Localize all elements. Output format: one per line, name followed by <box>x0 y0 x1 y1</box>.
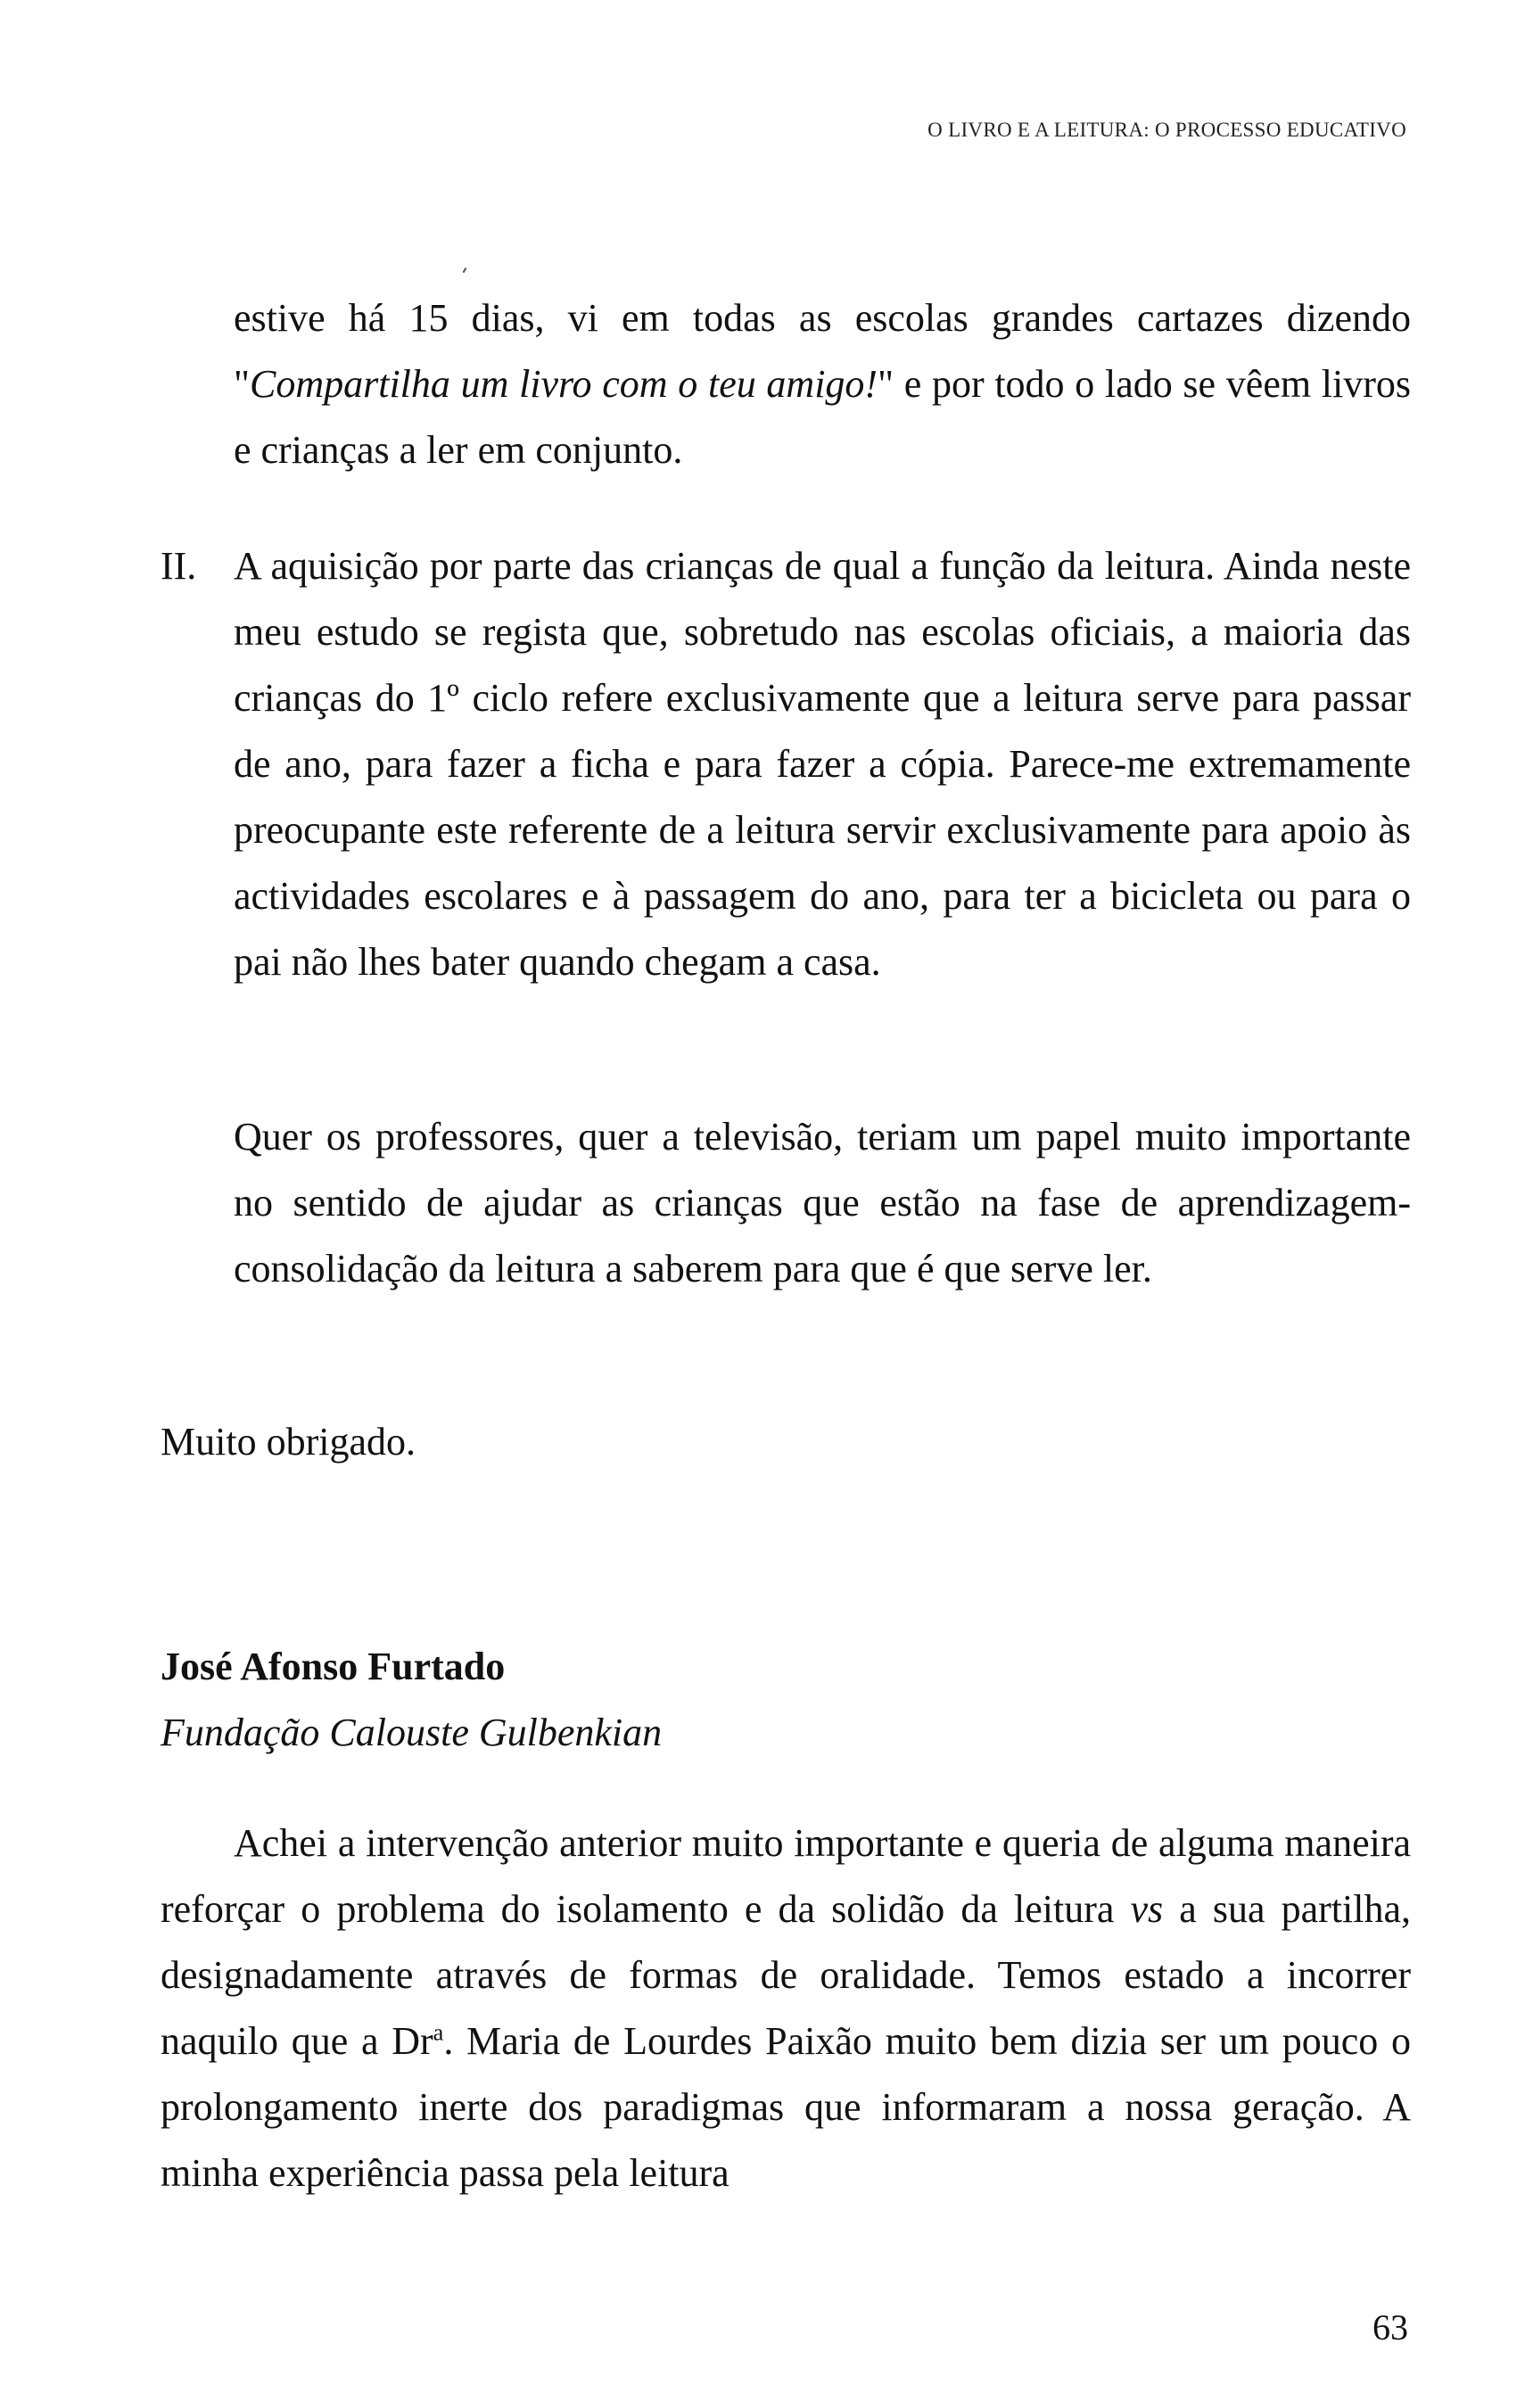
closing-remark: Muito obrigado. <box>161 1420 416 1464</box>
paragraph-text: a sua partilha, designadamente através de formas de oralidade. Temos estado a incorrer naquilo que a Dr <box>161 1887 1411 2063</box>
superscript: a <box>433 2018 444 2046</box>
running-header: O LIVRO E A LEITURA: O PROCESSO EDUCATIVO <box>927 119 1406 141</box>
paragraph-continuation <box>234 285 1411 483</box>
speaker-affiliation: Fundação Calouste Gulbenkian <box>161 1711 663 1754</box>
paragraph-text: " e por todo o lado se vêem livros e crianças a ler em conjunto. <box>234 362 1412 472</box>
paragraph-text: . Maria de Lourdes Paixão muito bem dizia ser um pouco o prolongamento inerte dos paradigmas que informaram a nossa geração. A minha experiência passa pela leitura <box>161 2019 1411 2195</box>
speaker-name: José Afonso Furtado <box>161 1645 506 1688</box>
paragraph-text: Achei a intervenção anterior muito importante e queria de alguma maneira reforçar o problema do isolamento e da solidão da leitura <box>161 1821 1411 1931</box>
paragraph-text: estive há 15 dias, vi em todas as escolas grandes cartazes dizendo " <box>234 296 1411 406</box>
paragraph-professors: Quer os professores, quer a televisão, teriam um papel muito importante no sentido de ajudar as crianças que estão na fase de aprendizagem-consolidação da leitura a saberem para que é que serve ler. <box>234 1115 1411 1291</box>
speech-paragraph <box>161 1810 1411 2206</box>
list-item-number: II. <box>161 544 197 588</box>
list-item-text: A aquisição por parte das crianças de qual a função da leitura. Ainda neste meu estudo se regista que, sobretudo nas escolas oficiais, a maioria das crianças do 1º ciclo refere exclusivamente que a leitura serve para passar de ano, para fazer a ficha e para fazer a cópia. Parece-me extremamente preocupante este referente de a leitura servir exclusivamente para apoio às actividades escolares e à passagem do ano, para ter a bicicleta ou para o pai não lhes bater quando chegam a casa. <box>234 544 1411 984</box>
stray-mark <box>463 268 467 273</box>
vs-italic: vs <box>1130 1887 1164 1931</box>
quote-italic: Compartilha um livro com o teu amigo! <box>249 362 878 406</box>
page-number: 63 <box>1372 2307 1408 2347</box>
